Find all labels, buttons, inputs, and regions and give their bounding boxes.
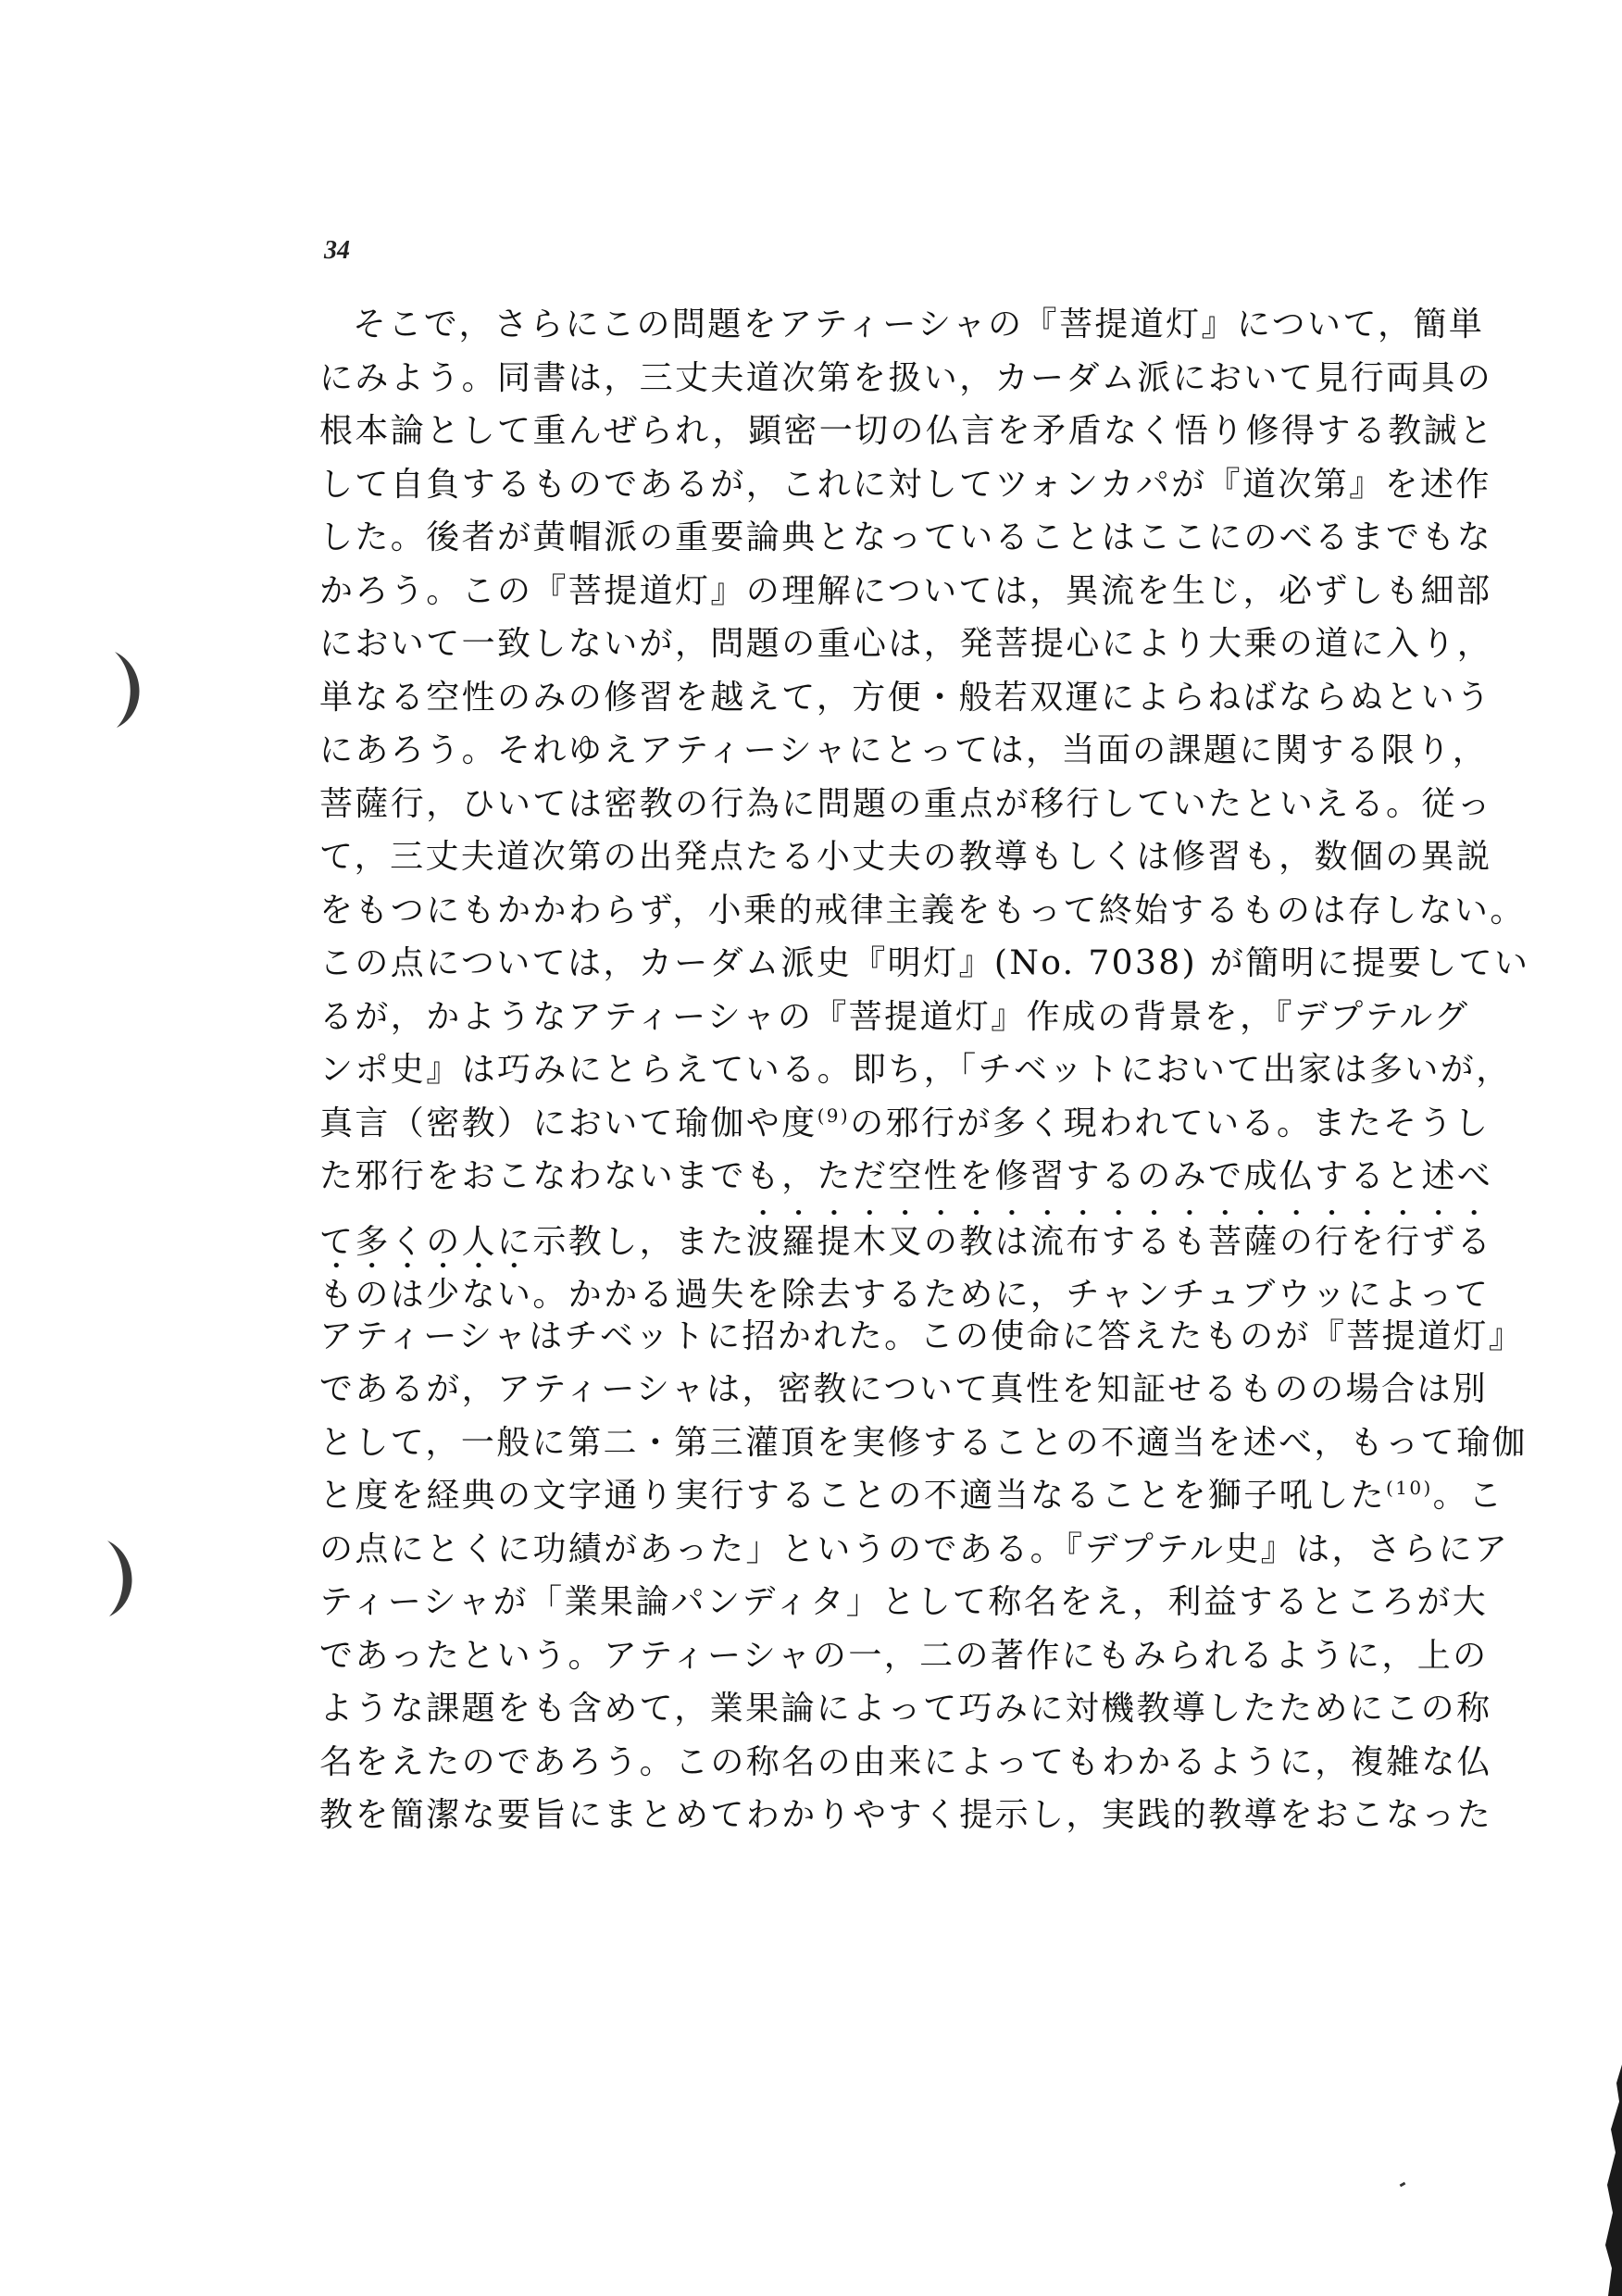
text-line — [319, 1469, 1504, 1523]
text-line: るが，かようなアティーシャの『菩提道灯』作成の背景を，『デプテルグ — [319, 997, 1470, 1036]
text-segment: 。こ — [1432, 1477, 1504, 1515]
text-line: この点については，カーダム派史『明灯』(No. 7038) が簡明に提要してい — [319, 944, 1530, 982]
text-line: して自負するものであるが，これに対してツォンカパが『道次第』を述作 — [319, 465, 1491, 504]
text-line: にあろう。それゆえアティーシャにとっては，当面の課題に関する限り， — [319, 731, 1489, 769]
footnote-ref: (9) — [817, 1104, 851, 1127]
text-line: 菩薩行，ひいては密教の行為に問題の重点が移行していたといえる。従っ — [319, 784, 1493, 823]
text-line: 単なる空性のみの修習を越えて，方便・般若双運によらねばならぬという — [319, 678, 1492, 717]
text-line: ティーシャが「業果論パンディタ」として称名をえ，利益するところが大 — [319, 1583, 1489, 1621]
text-line — [319, 1256, 1491, 1314]
text-line: た邪行をおこなわないまでも，ただ空性を修習するのみで成仏すると述べ — [319, 1157, 1493, 1195]
text-line: であるが，アティーシャは，密教について真性を知証せるものの場合は別 — [319, 1370, 1489, 1408]
text-line: ような課題をも含めて，業果論によって巧みに対機教導したためにこの称 — [319, 1690, 1492, 1728]
binding-hole-mark — [111, 648, 148, 731]
text-line: 根本論として重んぜられ，顕密一切の仏言を矛盾なく悟り修得する教誡と — [319, 412, 1495, 450]
scan-edge-noise — [1600, 2065, 1622, 2296]
footnote-ref: (10) — [1386, 1477, 1433, 1499]
text-line: ンポ史』は巧みにとらえている。即ち，「チベットにおいて出家は多いが， — [319, 1051, 1512, 1089]
text-line: そこで，さらにこの問題をアティーシャの『菩提道灯』について，簡単 — [353, 306, 1485, 343]
text-line: として，一般に第二・第三灌頂を実修することの不適当を述べ，もって瑜伽 — [319, 1423, 1528, 1462]
text-line: かろう。この『菩提道灯』の理解については，異流を生じ，必ずしも細部 — [319, 571, 1492, 610]
text-segment: の邪行が多く現われている。またそうし — [850, 1104, 1491, 1142]
emphasized-text: 波羅提木叉の教は流布するも菩薩の行を行ずる — [745, 1222, 1493, 1261]
page-number: 34 — [324, 236, 350, 265]
text-segment: 真言（密教）において瑜伽や度 — [319, 1104, 817, 1142]
emphasized-text: ものは少ない — [319, 1276, 533, 1314]
scan-speck — [1400, 2182, 1406, 2188]
text-line — [319, 1204, 1493, 1261]
text-line: した。後者が黄帽派の重要論典となっていることはここにのべるまでもな — [319, 518, 1493, 556]
text-line: 教を簡潔な要旨にまとめてわかりやすく提示し，実践的教導をおこなった — [319, 1796, 1493, 1834]
text-line: の点にとくに功績があった」というのである。『デプテル史』は，さらにア — [319, 1529, 1510, 1568]
text-line: にみよう。同書は，三丈夫道次第を扱い，カーダム派において見行両具の — [319, 358, 1493, 397]
text-line: 名をえたのであろう。この称名の由来によってもわかるように，複雑な仏 — [319, 1742, 1493, 1781]
text-line: であったという。アティーシャの一，二の著作にもみられるように，上の — [319, 1636, 1489, 1675]
text-segment: と度を経典の文字通り実行することの不適当なることを獅子吼した — [319, 1477, 1387, 1515]
text-line: て，三丈夫道次第の出発点たる小丈夫の教導もしくは修習も，数個の異説 — [319, 838, 1492, 876]
text-line: において一致しないが，問題の重心は，発菩提心により大乗の道に入り， — [319, 625, 1493, 663]
text-line — [319, 1097, 1491, 1151]
text-segment: て多くの人に示教し，また — [319, 1222, 746, 1261]
text-line: アティーシャはチベットに招かれた。この使命に答えたものが『菩提道灯』 — [319, 1316, 1525, 1355]
text-line: をもつにもかかわらず，小乗的戒律主義をもって終始するものは存しない。 — [319, 891, 1526, 930]
binding-hole-mark — [104, 1537, 141, 1620]
body-text — [319, 298, 1530, 1842]
text-segment: 。かかる過失を除去するために，チャンチュブウッによって — [532, 1276, 1491, 1314]
